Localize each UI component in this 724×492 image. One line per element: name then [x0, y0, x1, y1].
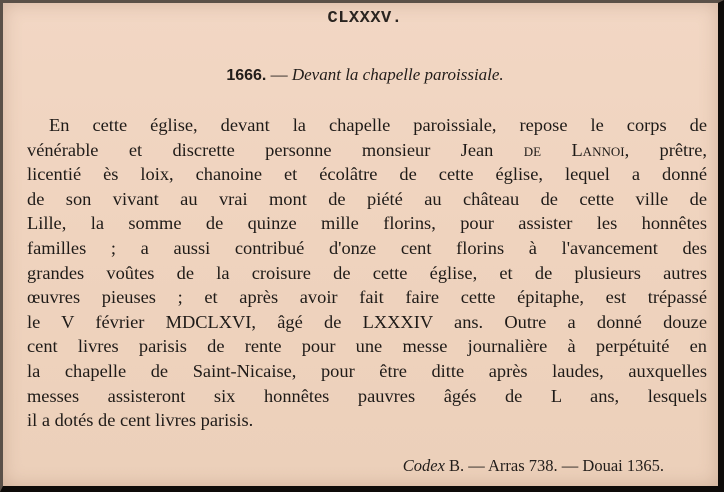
entry-heading: [3, 65, 724, 85]
text-line: il a dotés de cent livres parisis.: [27, 410, 254, 431]
codex-ref: B.: [449, 456, 465, 475]
codex-label: Codex: [402, 456, 445, 475]
text-line: de son vivant au vrai mont de piété au château de cette ville de: [27, 188, 707, 209]
arras-ref: — Arras 738.: [468, 456, 558, 475]
text-line: familles ; a aussi contribué d'onze cent florins à l'avancement des: [27, 237, 707, 258]
surname-smallcaps: de Lannoi: [523, 139, 625, 160]
text-line: œuvres pieuses ; et après avoir fait faire cette épitaphe, est trépassé: [27, 287, 707, 308]
douai-ref: — Douai 1365.: [561, 456, 664, 475]
entry-title: Devant la chapelle paroissiale.: [291, 65, 504, 84]
text-line: messes assisteront six honnêtes pauvres âgés de L ans, lesquels: [27, 385, 707, 406]
text-line: grandes voûtes de la croisure de cette église, et de plusieurs autres: [27, 262, 707, 283]
heading-separator: —: [270, 65, 288, 84]
text-line: [27, 138, 707, 163]
text-line: Lille, la somme de quinze mille florins, pour assister les honnêtes: [27, 213, 707, 234]
text-line: En cette église, devant la chapelle paroissiale, repose le corps de: [49, 115, 707, 135]
entry-year: 1666.: [226, 67, 267, 84]
text-line: la chapelle de Saint-Nicaise, pour être ditte après laudes, auxquelles: [27, 360, 707, 381]
text-line-segment: vénérable et discrette personne monsieur Jean: [27, 139, 494, 160]
epitaph-text: [27, 113, 707, 433]
text-line: licentié ès loix, chanoine et écolâtre de cette église, lequel a donné: [27, 164, 707, 185]
entry-number: CLXXXV.: [327, 9, 403, 28]
text-line: cent livres parisis de rente pour une messe journalière à perpétuité en: [27, 336, 707, 357]
text-line-segment: , prêtre,: [624, 139, 707, 160]
source-citation: [403, 456, 664, 476]
text-line: le V février MDCLXVI, âgé de LXXXIV ans. Outre a donné douze: [27, 311, 707, 332]
